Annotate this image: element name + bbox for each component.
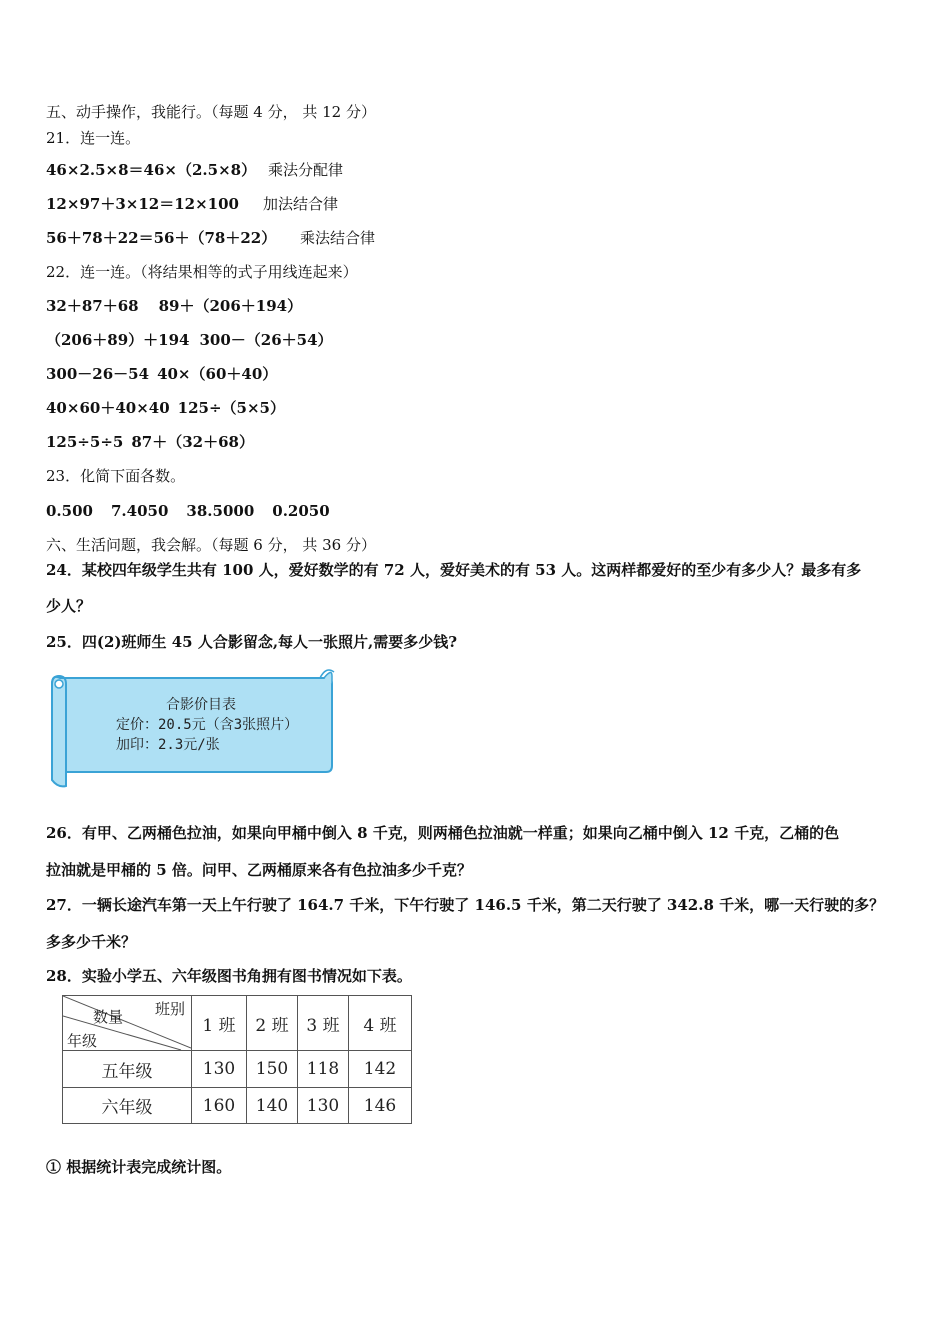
q23-number: 0.500 [46, 502, 93, 520]
q22-right: 40×（60＋40） [157, 365, 278, 383]
q22-right: 300－（26＋54） [199, 331, 333, 349]
value-cell: 130 [298, 1088, 349, 1124]
price-scroll [46, 662, 336, 790]
scroll-extra: 加印：2.3元/张 [116, 737, 220, 753]
grade-cell: 六年级 [63, 1088, 192, 1124]
q22-left: 40×60＋40×40 [46, 399, 170, 417]
table-header-row [63, 996, 412, 1051]
q26-line2: 拉油就是甲桶的 5 倍。问甲、乙两桶原来各有色拉油多少千克？ [46, 861, 472, 879]
q21-expr: 56＋78＋22＝56＋（78＋22） [46, 229, 277, 247]
q21-row-3 [46, 228, 276, 248]
value-cell: 160 [192, 1088, 247, 1124]
q23-number: 7.4050 [110, 502, 169, 520]
value-cell: 118 [298, 1051, 349, 1088]
column-header: 1 班 [192, 996, 247, 1051]
q21-expr: 46×2.5×8＝46×（2.5×8） [46, 161, 257, 179]
q22-right: 87＋（32＋68） [131, 433, 254, 451]
q23-title: 23．化简下面各数。 [46, 467, 186, 485]
value-cell: 150 [247, 1051, 298, 1088]
q21-row-1 [46, 160, 256, 180]
section5-title: 五、动手操作，我能行。（每题 4 分， 共 12 分） [46, 103, 376, 121]
q22-title: 22．连一连。（将结果相等的式子用线连起来） [46, 263, 358, 281]
header-grade-label: 年级 [67, 1032, 98, 1050]
q22-left: 125÷5÷5 [46, 433, 124, 451]
q28-title: 28．实验小学五、六年级图书角拥有图书情况如下表。 [46, 967, 412, 985]
header-class-label: 班别 [154, 1000, 185, 1018]
q22-left: （206＋89）＋194 [46, 331, 190, 349]
scroll-price: 定价：20.5元（含3张照片） [116, 717, 299, 733]
q22-right: 89＋（206＋194） [158, 297, 303, 315]
value-cell: 142 [349, 1051, 412, 1088]
q21-law-2: 加法结合律 [263, 195, 339, 213]
table-row [63, 1051, 412, 1088]
q21-law-3: 乘法结合律 [300, 229, 376, 247]
q24-line2: 少人？ [46, 597, 92, 615]
q22-right: 125÷（5×5） [177, 399, 285, 417]
q22-row [46, 432, 254, 452]
q24-line1: 24．某校四年级学生共有 100 人，爱好数学的有 72 人，爱好美术的有 53 人。这两样都爱好的至少有多少人？最多有多 [46, 561, 862, 579]
column-header: 4 班 [349, 996, 412, 1051]
q22-row [46, 330, 333, 350]
q22-row [46, 296, 302, 316]
q22-row [46, 398, 285, 418]
q28-sub1: ① 根据统计表完成统计图。 [46, 1158, 232, 1176]
q26-line1: 26．有甲、乙两桶色拉油，如果向甲桶中倒入 8 千克，则两桶色拉油就一样重；如果向乙桶中倒入 12 千克，乙桶的色 [46, 824, 840, 842]
column-header: 3 班 [298, 996, 349, 1051]
header-quantity-label: 数量 [93, 1008, 124, 1026]
q22-row [46, 364, 277, 384]
table-row [63, 1088, 412, 1124]
q27-line2: 多多少千米？ [46, 933, 137, 951]
book-stats-table [62, 995, 412, 1124]
q23-number: 0.2050 [272, 502, 330, 520]
q21-expr: 12×97＋3×12＝12×100 [46, 195, 239, 213]
diagonal-header-cell [63, 996, 192, 1051]
value-cell: 130 [192, 1051, 247, 1088]
q23-numbers [46, 501, 330, 521]
q23-number: 38.5000 [186, 502, 255, 520]
q22-left: 32＋87＋68 [46, 297, 139, 315]
scroll-title: 合影价目表 [166, 697, 236, 713]
q22-left: 300－26－54 [46, 365, 150, 383]
value-cell: 140 [247, 1088, 298, 1124]
section6-title: 六、生活问题，我会解。（每题 6 分， 共 36 分） [46, 536, 376, 554]
q25-text: 25．四(2)班师生 45 人合影留念,每人一张照片,需要多少钱? [46, 633, 458, 651]
q27-line1: 27．一辆长途汽车第一天上午行驶了 164.7 千米，下午行驶了 146.5 千米，第二天行驶了 342.8 千米，哪一天行驶的多？ [46, 896, 885, 914]
q21-law-1: 乘法分配律 [268, 161, 344, 179]
grade-cell: 五年级 [63, 1051, 192, 1088]
q21-row-2 [46, 194, 239, 214]
q21-title: 21．连一连。 [46, 129, 141, 147]
column-header: 2 班 [247, 996, 298, 1051]
value-cell: 146 [349, 1088, 412, 1124]
